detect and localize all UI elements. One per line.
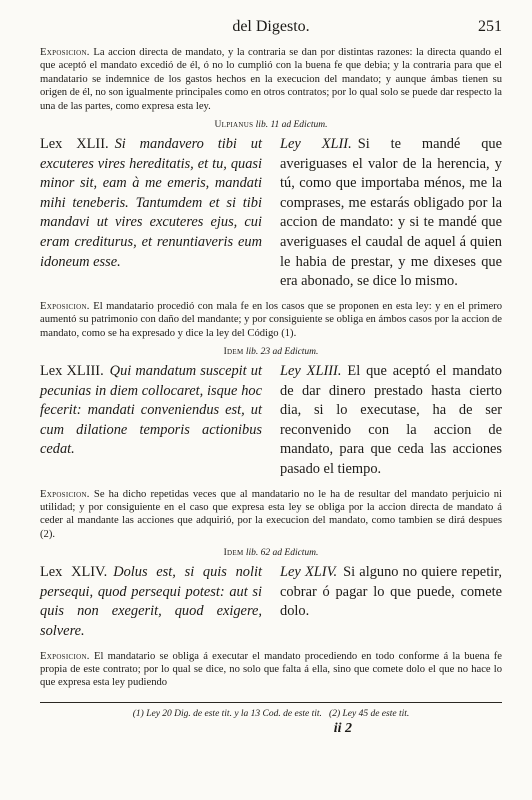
source-ref: lib. 11 ad Edictum. (255, 120, 328, 131)
latin-law-text: Qui mandatum suscepit ut pecunias in diem collocaret, isque hoc fecerit: mandati conveniendus est, ut cum dilatione temporis actionibus cedat. (40, 363, 262, 458)
spanish-law-label: Ley XLIV. (280, 564, 338, 581)
footnote-2: (2) Ley 45 de este tit. (329, 708, 410, 719)
page-number: 251 (478, 18, 502, 35)
exposition-2 (40, 300, 502, 340)
latin-law-label: Lex XLIV. (40, 564, 108, 581)
exposition-lead: Exposicion. (40, 650, 90, 662)
spanish-law-text: El que aceptó el mandato de dar dinero prestado hasta cierto dia, si lo executase, ha de ser reconvenido con la accion de mandato, para que ceda las acciones pasado el tiempo. (280, 363, 502, 477)
footnotes (40, 709, 502, 719)
exposition-lead: Exposicion. (40, 488, 90, 500)
spanish-law-label: Ley XLIII. (280, 363, 342, 379)
latin-column (40, 362, 262, 480)
source-author: Idem (223, 548, 244, 559)
spanish-law-text: Si te mandé que averiguases el valor de la herencia, y tú, como que importaba ménos, me la comprases, me estarás obligado por la accion de mandato: y si te mandé que averiguases el caudal de aquel á quien le habia de prestar, y me dixeses que era abonado, se dice lo mismo. (280, 136, 502, 290)
spanish-law-text: Si alguno no quiere repetir, cobrar ó pagar lo que puede, comete dolo. (280, 564, 502, 620)
exposition-lead: Exposicion. (40, 300, 90, 312)
exposition-text: El mandatario se obliga á executar el mandato procediendo en todo conforme á la buena fe propia de este contrato; por lo qual se dice, no solo que falta á ella, sino que comete dolo el que no hace lo que expresa esta ley pudiendo (40, 650, 502, 689)
exposition-text: La accion directa de mandato, y la contraria se dan por distintas razones: la directa quando el que aceptó el mandato excedió de él, ó no lo cumplió con la buena fe que debia; y la contraria para que el mandatario se indemnice de los gastos hechos en la execucion del mandato; y aunque ámbas tienen su origen de él, no son igualmente principales como en otros contratos; por lo qual solo se puede dar respecto la una de las partes, como expresa esta ley. (40, 47, 502, 112)
law-44 (40, 563, 502, 641)
exposition-text: El mandatario procedió con mala fe en los casos que se proponen en esta ley: y en el primero aumentó su patrimonio con daño del mandante; y por consiguiente se obliga en ámbos casos por la accion de mandato, como se ha expresado y dice la ley del Código (1). (40, 300, 502, 339)
latin-law-label: Lex XLIII. (40, 363, 104, 379)
running-title: del Digesto. (232, 18, 310, 35)
exposition-1 (40, 46, 502, 113)
spanish-column (280, 362, 502, 480)
signature-mark: ii 2 (333, 720, 352, 736)
source-citation-3 (40, 548, 502, 558)
page-header (40, 10, 502, 40)
latin-column (40, 135, 262, 292)
source-ref: lib. 62 ad Edictum. (245, 548, 319, 559)
source-ref: lib. 23 ad Edictum. (245, 347, 319, 357)
source-author: Ulpianus (214, 120, 254, 131)
exposition-4 (40, 650, 502, 690)
law-43 (40, 362, 502, 480)
spanish-law-label: Ley XLII. (280, 136, 352, 153)
exposition-lead: Exposicion. (40, 47, 90, 58)
page (40, 10, 502, 737)
footnote-divider (40, 702, 502, 703)
exposition-3 (40, 488, 502, 542)
spanish-column (280, 563, 502, 641)
exposition-text: Se ha dicho repetidas veces que al mandatario no le ha de resultar del mandato perjuicio ni utilidad; y por consiguiente en el caso que expresa esta ley se obliga por la accion directa de mandato á ceder al mandante las acciones que adquirió, por la execucion del mandato, como tambien se dirá despues (2). (40, 488, 502, 540)
footnote-1: (1) Ley 20 Dig. de este tit. y la 13 Cod. de este tit. (132, 708, 322, 719)
latin-column (40, 563, 262, 641)
source-citation-1 (40, 120, 502, 130)
latin-law-text: Dolus est, si quis nolit persequi, quod persequi potest: aut si quis non exegerit, quod exigere, solvere. (40, 564, 262, 639)
source-citation-2 (40, 347, 502, 357)
source-author: Idem (223, 347, 244, 357)
latin-law-text: Si mandavero tibi ut excuteres vires hereditatis, et tu, quasi minor sit, eam à me emeris, mandati mihi teneberis. Tantumdem et si tibi mandavi ut vires excuteres ejus, cui eram crediturus, et renuntiaveris eum idoneum esse. (40, 136, 262, 270)
latin-law-label: Lex XLII. (40, 136, 109, 153)
spanish-column (280, 135, 502, 292)
law-42 (40, 135, 502, 292)
